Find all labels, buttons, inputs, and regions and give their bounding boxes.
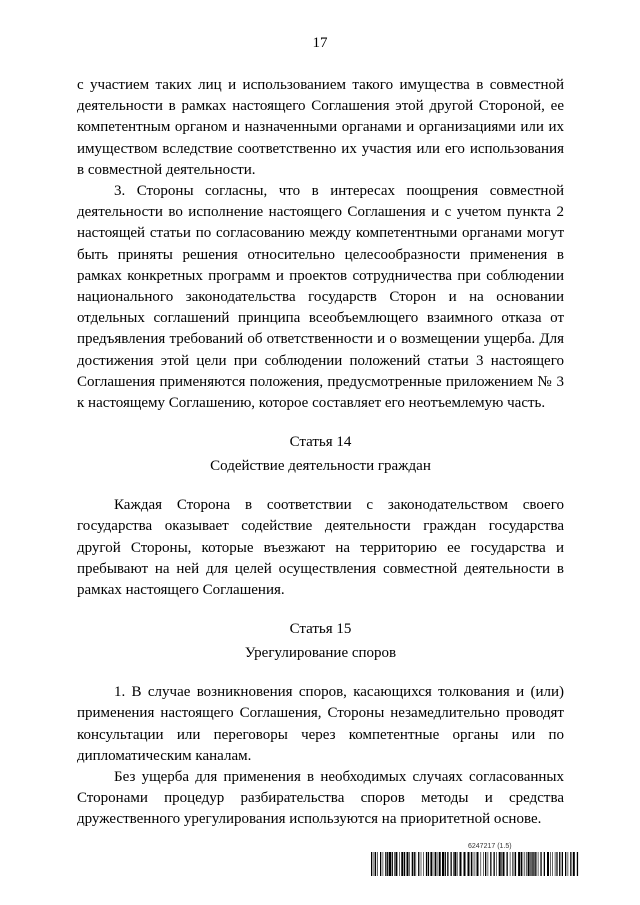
barcode-bar <box>485 852 486 876</box>
barcode-bar <box>577 852 578 876</box>
barcode-bar <box>488 852 489 876</box>
barcode-bar <box>434 852 435 876</box>
barcode-bar <box>562 852 563 876</box>
continuation-paragraph: с участием таких лиц и использованием такого имущества в совместной деятельности в рамках настоящего Соглашения этой другой Стороной, ее компетентным органом и назначенными органами и организациями или их имуществом вследствие соответственно их участия или его использования в совместной деятельности. <box>77 77 564 178</box>
barcode-bar <box>518 852 520 876</box>
barcode-bar <box>573 852 575 876</box>
barcode-bar <box>445 852 446 876</box>
barcode-bar <box>430 852 432 876</box>
barcode-bar <box>471 852 472 876</box>
article-14-body: Каждая Сторона в соответствии с законодательством своего государства оказывает содействие деятельности граждан государства другой Стороны, которые въезжают на территорию ее государства и пребывают на ней для целей осуществления совместной деятельности в рамках настоящего Соглашения. <box>77 497 564 599</box>
barcode-bar <box>394 852 395 876</box>
barcode-bar <box>512 852 513 876</box>
article-14-number: Статья 14 <box>289 434 352 451</box>
barcode <box>371 852 580 876</box>
barcode-bar <box>418 852 419 876</box>
barcode-bar <box>475 852 476 876</box>
barcode-bar <box>570 852 571 876</box>
barcode-bar <box>521 852 522 876</box>
barcode-bar <box>526 852 527 876</box>
barcode-bar <box>528 852 530 876</box>
barcode-bar <box>395 852 397 876</box>
barcode-bar <box>439 852 441 876</box>
barcode-bar <box>556 852 557 876</box>
barcode-bar <box>559 852 560 876</box>
barcode-bar <box>377 852 378 876</box>
barcode-bar <box>416 852 417 876</box>
barcode-bar <box>454 852 456 876</box>
barcode-bar <box>387 852 388 876</box>
barcode-bar <box>507 852 508 876</box>
barcode-bar <box>483 852 484 876</box>
barcode-bar <box>423 852 424 876</box>
barcode-bar <box>409 852 410 876</box>
barcode-bar <box>544 852 545 876</box>
barcode-bar <box>451 852 452 876</box>
barcode-bar <box>385 852 386 876</box>
barcode-bar <box>494 852 495 876</box>
barcode-bar <box>442 852 444 876</box>
barcode-bar <box>468 852 470 876</box>
barcode-bar <box>407 852 409 876</box>
barcode-bar <box>404 852 405 876</box>
barcode-bar <box>380 852 381 876</box>
barcode-bar <box>412 852 413 876</box>
barcode-bar <box>464 852 466 876</box>
document-body <box>77 75 564 831</box>
barcode-bar <box>460 852 462 876</box>
barcode-bar <box>437 852 438 876</box>
article-15-number: Статья 15 <box>289 621 352 638</box>
barcode-bar <box>565 852 566 876</box>
document-code: 6247217 (1.5) <box>468 843 512 850</box>
barcode-bar <box>535 852 536 876</box>
barcode-bar <box>540 852 541 876</box>
barcode-bar <box>514 852 515 876</box>
barcode-bar <box>473 852 474 876</box>
barcode-bar <box>399 852 400 876</box>
article-14-title: Содействие деятельности граждан <box>210 458 431 475</box>
barcode-bar <box>383 852 384 876</box>
barcode-bar <box>389 852 391 876</box>
barcode-bar <box>374 852 375 876</box>
barcode-bar <box>447 852 448 876</box>
barcode-bar <box>523 852 524 876</box>
barcode-bar <box>457 852 458 876</box>
barcode-bar <box>421 852 422 876</box>
barcode-bar <box>392 852 393 876</box>
barcode-bar <box>552 852 553 876</box>
article-15-paragraph-1: 1. В случае возникновения споров, касающихся толкования и (или) применения настоящего Соглашения, Стороны незамедлительно проводят консультации или переговоры через компетентные органы или по дипломатическим каналам. <box>77 684 564 764</box>
barcode-bar <box>375 852 376 876</box>
barcode-bar <box>503 852 505 876</box>
paragraph-3: 3. Стороны согласны, что в интересах поощрения совместной деятельности во исполнение настоящего Соглашения и с учетом пункта 2 настоящей статьи по согласованию между компетентными органами могут быть приняты решения относительно целесообразности применения в рамках конкретных программ и проектов сотрудничества при соблюдении национального законодательства государств Сторон и на основании отдельных соглашений принципа всеобъемлющего взаимного отказа от предъявления требований об ответственности и о возмещении ущерба. Для достижения этой цели при соблюдении положений статьи 3 настоящего Соглашения применяются положения, предусмотренные приложением № 3 к настоящему Соглашению, которое составляет его неотъемлемую часть. <box>77 183 564 412</box>
barcode-bar <box>490 852 491 876</box>
barcode-bar <box>550 852 551 876</box>
barcode-bar <box>547 852 549 876</box>
barcode-bar <box>453 852 454 876</box>
page-number: 17 <box>312 35 328 51</box>
article-15-title: Урегулирование споров <box>244 645 397 662</box>
article-15-paragraph-2: Без ущерба для применения в необходимых случаях согласованных Сторонами процедур разбирательства споров методы и средства дружественного урегулирования используются на приоритетной основе. <box>77 769 564 828</box>
barcode-bar <box>371 852 372 876</box>
barcode-bar <box>555 852 556 876</box>
barcode-bar <box>538 852 539 876</box>
barcode-bar <box>530 852 531 876</box>
barcode-bar <box>525 852 526 876</box>
barcode-bar <box>477 852 479 876</box>
barcode-bar <box>428 852 429 876</box>
barcode-bar <box>557 852 558 876</box>
barcode-bar <box>401 852 403 876</box>
barcode-bar <box>499 852 501 876</box>
barcode-bar <box>510 852 511 876</box>
barcode-bar <box>568 852 569 876</box>
barcode-bar <box>426 852 427 876</box>
barcode-bar <box>533 852 534 876</box>
barcode-bar <box>435 852 436 876</box>
barcode-bar <box>496 852 497 876</box>
barcode-bar <box>481 852 482 876</box>
barcode-bar <box>531 852 532 876</box>
barcode-bar <box>414 852 415 876</box>
barcode-bar <box>501 852 502 876</box>
barcode-bar <box>515 852 516 876</box>
